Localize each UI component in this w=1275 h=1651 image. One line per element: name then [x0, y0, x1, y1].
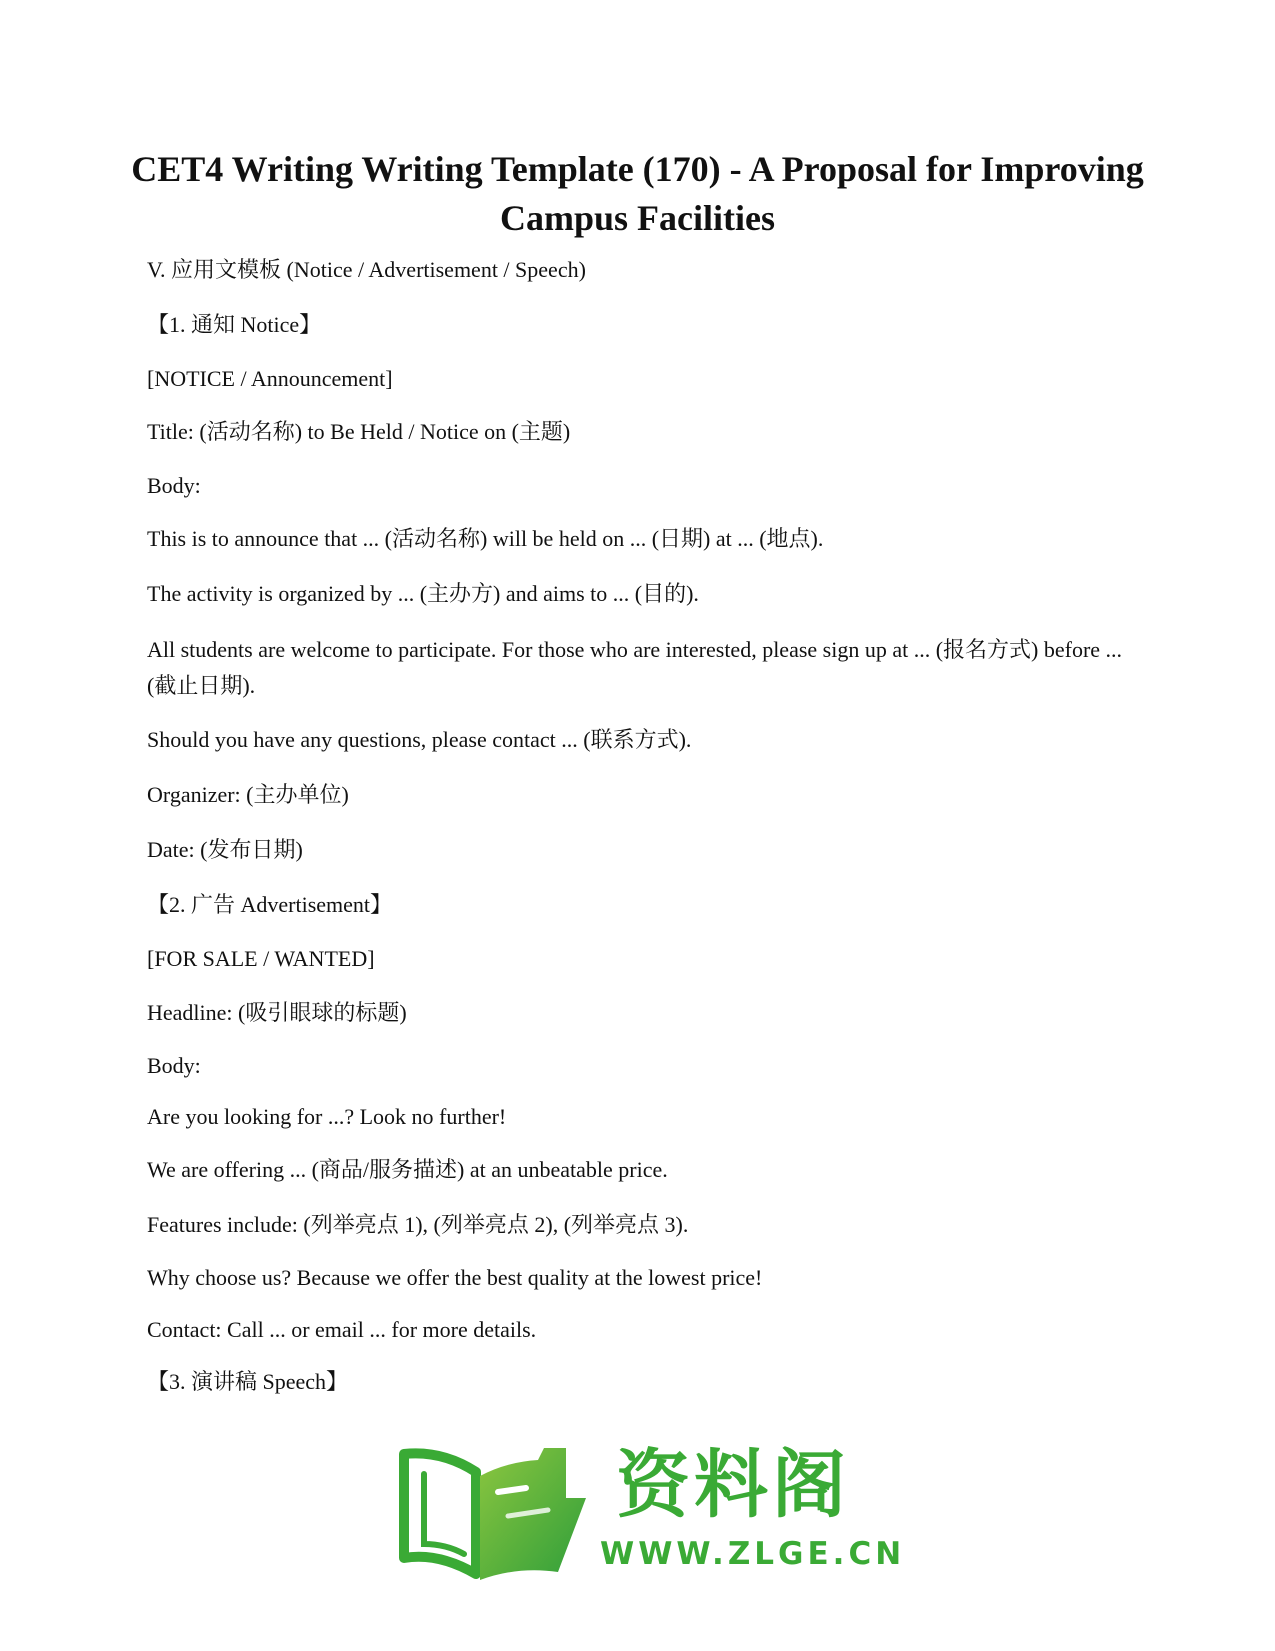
- page-title: CET4 Writing Writing Template (170) - A Proposal for Improving Campus Facilities: [131, 149, 1144, 238]
- text-line: Body:: [147, 1053, 201, 1078]
- text-line: Are you looking for ...? Look no further!: [147, 1104, 507, 1129]
- text-line: Contact: Call ... or email ... for more details.: [147, 1317, 537, 1342]
- text-line: Date: (发布日期): [147, 837, 303, 862]
- subsection-heading-advertisement: 【2. 广告 Advertisement】: [147, 892, 393, 917]
- text-line: Headline: (吸引眼球的标题): [147, 1000, 407, 1025]
- text-line: We are offering ... (商品/服务描述) at an unbeatable price.: [147, 1157, 668, 1182]
- text-line: Organizer: (主办单位): [147, 782, 349, 807]
- watermark-url: WWW.ZLGE.CN: [600, 1536, 906, 1572]
- text-line: Should you have any questions, please contact ... (联系方式).: [147, 727, 692, 752]
- watermark-name: 资料阁: [616, 1442, 850, 1528]
- text-line: [FOR SALE / WANTED]: [147, 946, 375, 971]
- text-line: Title: (活动名称) to Be Held / Notice on (主题): [147, 419, 571, 444]
- text-line: [NOTICE / Announcement]: [147, 366, 393, 391]
- section-heading-templates: V. 应用文模板 (Notice / Advertisement / Speech): [147, 257, 586, 282]
- subsection-heading-notice: 【1. 通知 Notice】: [147, 312, 322, 337]
- text-line: This is to announce that ... (活动名称) will be held on ... (日期) at ... (地点).: [147, 526, 824, 551]
- text-line: The activity is organized by ... (主办方) and aims to ... (目的).: [147, 581, 699, 606]
- watermark: [398, 1440, 906, 1590]
- text-line: Features include: (列举亮点 1), (列举亮点 2), (列举亮点 3).: [147, 1212, 689, 1237]
- open-book-logo-icon: [398, 1440, 598, 1585]
- text-paragraph: All students are welcome to participate. For those who are interested, please sign up at ... (报名方式) before ... (截止日期).: [147, 637, 1123, 698]
- text-line: Body:: [147, 473, 201, 498]
- text-line: Why choose us? Because we offer the best quality at the lowest price!: [147, 1265, 763, 1290]
- subsection-heading-speech: 【3. 演讲稿 Speech】: [147, 1369, 349, 1394]
